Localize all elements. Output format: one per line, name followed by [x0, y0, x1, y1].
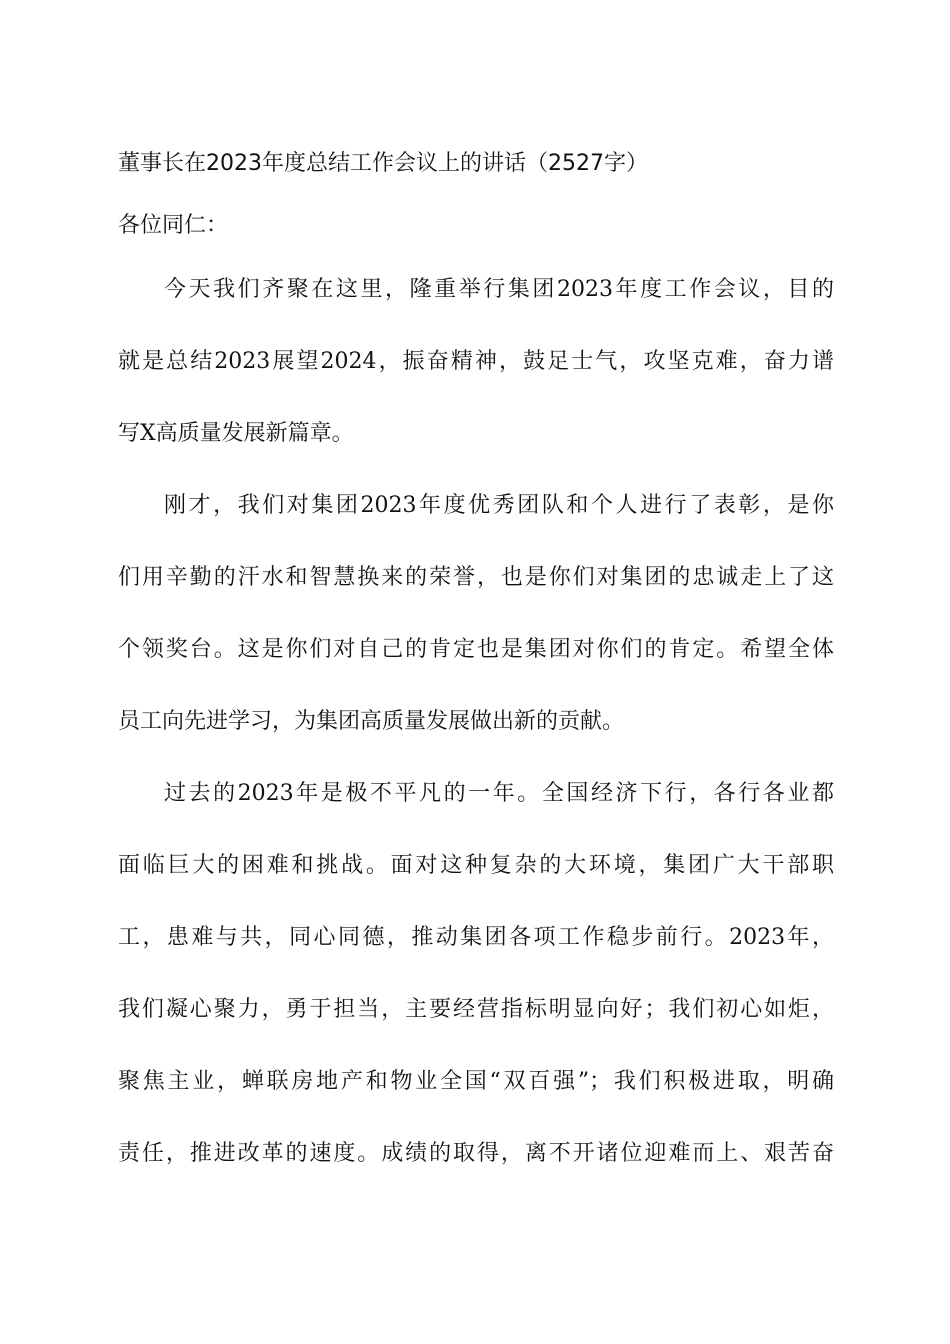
- paragraph-1: [118, 270, 834, 486]
- paragraph-2: [118, 486, 834, 774]
- text-line: 写X高质量发展新篇章。: [118, 421, 354, 446]
- text-line: 面临巨大的困难和挑战。面对这种复杂的大环境，集团广大干部职: [118, 853, 834, 878]
- text-line: 今天我们齐聚在这里，隆重举行集团2023年度工作会议，目的: [164, 277, 834, 302]
- salutation: 各位同仁：: [118, 213, 229, 238]
- text-line: 我们凝心聚力，勇于担当，主要经营指标明显向好；我们初心如炬，: [118, 997, 834, 1022]
- text-line: 员工向先进学习，为集团高质量发展做出新的贡献。: [118, 709, 625, 734]
- document-title: 董事长在2023年度总结工作会议上的讲话（2527字）: [118, 151, 648, 176]
- text-line: 刚才，我们对集团2023年度优秀团队和个人进行了表彰，是你: [164, 493, 834, 518]
- text-line: 聚焦主业，蝉联房地产和物业全国“双百强”；我们积极进取，明确: [118, 1069, 834, 1094]
- text-line: 过去的2023年是极不平凡的一年。全国经济下行，各行各业都: [164, 781, 834, 806]
- text-line: 就是总结2023展望2024，振奋精神，鼓足士气，攻坚克难，奋力谱: [118, 349, 834, 374]
- document-body: [118, 270, 834, 1206]
- text-line: 个领奖台。这是你们对自己的肯定也是集团对你们的肯定。希望全体: [118, 637, 834, 662]
- text-line: 们用辛勤的汗水和智慧换来的荣誉，也是你们对集团的忠诚走上了这: [118, 565, 834, 590]
- text-line: 工，患难与共，同心同德，推动集团各项工作稳步前行。2023年，: [118, 925, 834, 950]
- paragraph-3: [118, 774, 834, 1206]
- text-line: 责任，推进改革的速度。成绩的取得，离不开诸位迎难而上、艰苦奋: [118, 1141, 834, 1166]
